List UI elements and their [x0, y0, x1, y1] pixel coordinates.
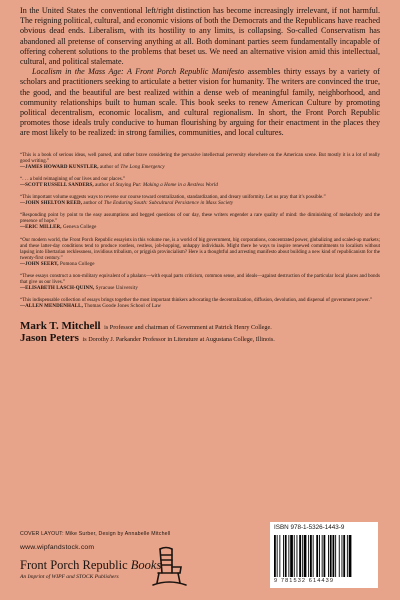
review-attribution [20, 304, 380, 310]
barcode-bar [333, 535, 335, 577]
author-bios [20, 321, 380, 345]
barcode-bar [308, 535, 309, 577]
barcode-bar [294, 535, 295, 577]
barcode-bar [288, 535, 289, 577]
author-name: Jason Peters [20, 331, 79, 344]
barcode-bar [283, 535, 284, 577]
barcode-digits: 9 781532 614439 [274, 578, 335, 584]
reviewer-work: The Long Emergency [120, 164, 165, 170]
review-quote: “This important volume suggests ways to reverse our course toward centralization, standardization, and dreary uniformity. Let us pray that it’s possible.” [20, 195, 326, 201]
barcode-bar [304, 535, 307, 577]
barcode-bar [319, 535, 320, 577]
barcode [274, 535, 374, 577]
reviewer-title: Syracuse University [94, 286, 138, 292]
barcode-bar [349, 535, 352, 577]
intro-paragraph-1: In the United States the conventional left/right distinction has become increasingly irrelevant, if not harmful. The reigning political, cultural, and economic visions of both the Democrats and the Republicans have reached obvious dead ends. Liberalism, with its hostility to any limits, is collapsing. So-called Conservatism has abandoned all pretense of conserving anything at all. Both dominant parties seem fundamentally incapable of offering coherent solutions to the problems that beset us. We need an alternative vision amid this intellectual, cultural, and political stalemate. [20, 6, 380, 67]
barcode-bar [324, 535, 326, 577]
review [20, 238, 380, 268]
reviewer-work: The Enduring South: Subcultural Persistence in Mass Society [103, 201, 234, 207]
barcode-bar [302, 535, 303, 577]
barcode-bar [279, 535, 280, 577]
barcode-bar [335, 535, 336, 577]
cover-description [20, 6, 380, 139]
review-quote: “These essays construct a non-military equivalent of a phalanx—with equal parts criticism, common sense, and ideals—against destruction of the particular local places and bonds that give us our lives.” [20, 274, 380, 286]
review-quote: “This indispensable collection of essays brings together the most important thinkers advocating the decentralization, diffusion, devolution, and dispersal of government power.” [20, 298, 373, 304]
barcode-bar [290, 535, 293, 577]
author-description: is Dorothy J. Parkander Professor in Literature at Augustana College, Illinois. [80, 335, 275, 343]
publisher-logo-text [20, 558, 161, 580]
review-attribution [20, 165, 380, 171]
review [20, 298, 380, 310]
book-title: Localism in the Mass Age: A Front Porch Republic Manifesto [32, 67, 245, 77]
reviewer-name: —JAMES HOWARD KUNSTLER, [20, 164, 99, 170]
review [20, 195, 380, 207]
reviewer-title: author of [82, 201, 104, 207]
barcode-bar [297, 535, 298, 577]
barcode-bar [322, 535, 323, 577]
author-bio [20, 333, 380, 345]
barcode-bar [316, 535, 318, 577]
review-quote: “Our modern world, the Front Porch Republic essayists in this volume rue, is a world of big government, big corporations, concentrated power, globalizing and scaled-up markets; and these latter-day conditions tend to produce rootless, restless, job-hopping, unhappy individuals. Might there be ways to inspire renewed commitments to localism without lapsing into libertarian recklessness, invidious tribalism, or priggish provincialism? Here is a thoughtful and arresting manifesto about building a new kind of republicanism for the twenty-first century.” [20, 237, 380, 261]
author-bio [20, 321, 380, 333]
author-name: Mark T. Mitchell [20, 319, 101, 332]
porch-chair-icon [150, 545, 190, 587]
reviewer-name: —ALLEN MENDENHALL, [20, 304, 83, 310]
barcode-bar [342, 535, 343, 577]
review-attribution [20, 201, 380, 207]
reviewer-work: Staying Put: Making a Home in a Restless World [115, 183, 219, 189]
review [20, 213, 380, 231]
barcode-bar [347, 535, 348, 577]
reviewer-name: —ERIC MILLER, [20, 225, 62, 231]
cover-credits: COVER LAYOUT: Mike Surber, Design by Annabelle Mitchell [20, 531, 171, 537]
barcode-bar [310, 535, 312, 577]
reviewer-name: —JOHN SEERY, [20, 261, 59, 267]
barcode-bar [299, 535, 301, 577]
barcode-bar [274, 535, 276, 577]
author-description: is Professor and chairman of Government at Patrick Henry College. [102, 323, 272, 331]
publisher-name-books: Books [130, 558, 162, 572]
reviewer-title: author of [93, 183, 116, 189]
review-attribution [20, 183, 380, 189]
publisher-name [20, 558, 161, 573]
isbn-label: ISBN 978-1-5326-1443-9 [274, 524, 345, 531]
barcode-bar [343, 535, 345, 577]
reviewer-name: —ELISABETH LASCH-QUINN, [20, 286, 95, 292]
publisher-imprint: An Imprint of WIPF and STOCK Publishers [20, 574, 119, 580]
barcode-bar [313, 535, 314, 577]
reviewer-title: Pomona College [58, 261, 95, 267]
review-quote: “Responding point by point to the easy assumptions and begged questions of our day, these writers engender a rare quality of mind: the diminishing of melancholy and the presence of hope.” [20, 213, 380, 225]
reviewer-title: Thomas Goode Jones School of Law [82, 304, 162, 310]
reviewer-name: —JOHN SHELTON REED, [20, 201, 83, 207]
intro-paragraph-2 [20, 67, 380, 138]
review-attribution [20, 262, 380, 268]
publisher-url[interactable]: www.wipfandstock.com [20, 544, 95, 551]
intro-paragraph-2-text: assembles thirty essays by a variety of scholars and practitioners seeking to articulate a better vision for humanity. The writers are convinced the true, the good, and the beautiful are best realized within a dense web of meaningful family, neighborhood, and community relationships built to human scale. This book seeks to renew American Culture by promoting political decentralism, economic localism, and cultural regionalism. In short, the Front Porch Republic promotes those ideals truly conducive to human flourishing by arguing for their enactment in the places they are most likely to be realized: in strong families, communities, and local cultures. [20, 67, 380, 138]
reviewer-title: Geneva College [61, 225, 97, 231]
barcode-bar [285, 535, 287, 577]
review-attribution [20, 225, 380, 231]
review [20, 177, 380, 189]
barcode-bar [330, 535, 332, 577]
reviewer-title: author of [98, 164, 121, 170]
reviewer-name: —SCOTT RUSSELL SANDERS, [20, 183, 94, 189]
barcode-bar [277, 535, 278, 577]
review [20, 274, 380, 292]
review-quote: “This is a book of serious ideas, well parsed, and rather brave considering the pervasive intellectual perversity elsewhere on the American scene. But mostly it is a lot of really good writing.” [20, 152, 380, 164]
isbn-barcode-box [270, 522, 378, 588]
review [20, 153, 380, 171]
review-attribution [20, 286, 380, 292]
barcode-bar [339, 535, 340, 577]
review-quote: “. . . a bold reimagining of our lives and our places.” [20, 176, 126, 182]
reviews-list [20, 153, 380, 311]
publisher-name-main: Front Porch Republic [20, 558, 131, 572]
barcode-bar [328, 535, 329, 577]
